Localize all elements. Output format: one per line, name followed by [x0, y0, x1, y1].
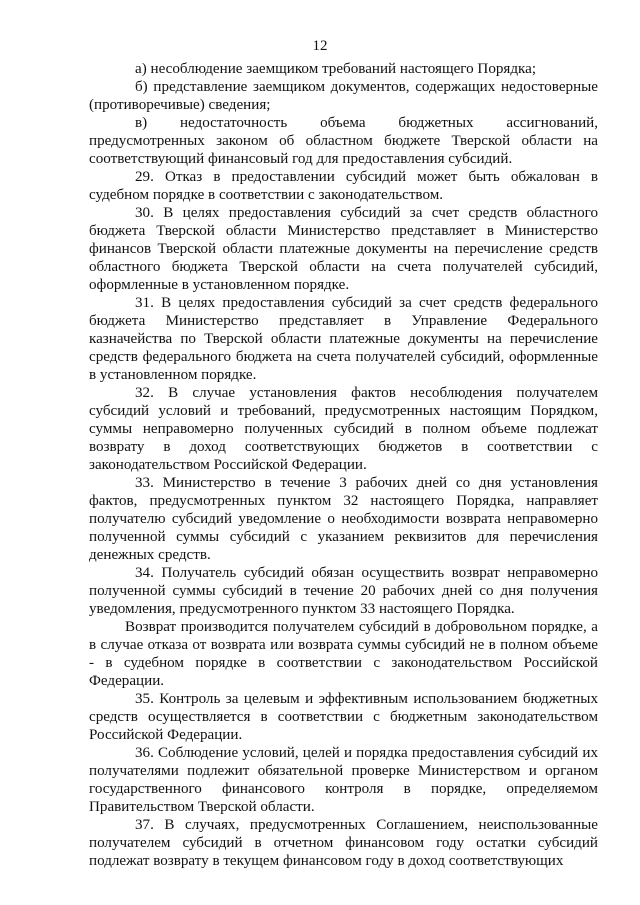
- paragraph-29: 29. Отказ в предоставлении субсидий может быть обжалован в судебном порядке в соответствии с законодательством.: [89, 169, 598, 203]
- paragraph-32: 32. В случае установления фактов несоблюдения получателем субсидий условий и требований, предусмотренных настоящим Порядком, суммы неправомерно полученных субсидий в полном объеме подлежат возврату в доход соответствующих бюджетов в соответствии с законодательством Российской Федерации.: [89, 385, 598, 473]
- paragraph-b: б) представление заемщиком документов, содержащих недостоверные (противоречивые) сведения;: [89, 79, 598, 113]
- paragraph-34-continuation: Возврат производится получателем субсидий в добровольном порядке, а в случае отказа от возврата или возврата суммы субсидий не в полном объеме - в судебном порядке в соответствии с законодательством Российской Федерации.: [89, 619, 598, 689]
- paragraph-34: 34. Получатель субсидий обязан осуществить возврат неправомерно полученной суммы субсидий в течение 20 рабочих дней со дня получения уведомления, предусмотренного пунктом 33 настоящего Порядка.: [89, 565, 598, 617]
- paragraph-30: 30. В целях предоставления субсидий за счет средств областного бюджета Тверской области Министерство представляет в Министерство финансов Тверской области платежные документы на перечисление средств областного бюджета Тверской области на счета получателей субсидий, оформленные в установленном порядке.: [89, 205, 598, 293]
- paragraph-36: 36. Соблюдение условий, целей и порядка предоставления субсидий их получателями подлежит обязательной проверке Министерством и органом государственного финансового контроля в порядке, определяемом Правительством Тверской области.: [89, 745, 598, 815]
- page-number: 12: [312, 38, 328, 54]
- paragraph-31: 31. В целях предоставления субсидий за счет средств федерального бюджета Министерство представляет в Управление Федерального казначейства по Тверской области платежные документы на перечисление средств федерального бюджета на счета получателей субсидий, оформленные в установленном порядке.: [89, 295, 598, 383]
- paragraph-v: в) недостаточность объема бюджетных ассигнований, предусмотренных законом об областном бюджете Тверской области на соответствующий финансовый год для предоставления субсидий.: [89, 115, 598, 167]
- paragraph-a: а) несоблюдение заемщиком требований настоящего Порядка;: [135, 61, 537, 77]
- paragraph-33: 33. Министерство в течение 3 рабочих дней со дня установления фактов, предусмотренных пунктом 32 настоящего Порядка, направляет получателю субсидий уведомление о необходимости возврата неправомерно полученной суммы субсидий с указанием реквизитов для перечисления денежных средств.: [89, 475, 598, 563]
- paragraph-35: 35. Контроль за целевым и эффективным использованием бюджетных средств осуществляется в соответствии с бюджетным законодательством Российской Федерации.: [89, 691, 598, 743]
- paragraph-37: 37. В случаях, предусмотренных Соглашением, неиспользованные получателем субсидий в отчетном финансовом году остатки субсидий подлежат возврату в текущем финансовом году в доход соответствующих: [89, 817, 598, 869]
- document-body: [89, 60, 598, 870]
